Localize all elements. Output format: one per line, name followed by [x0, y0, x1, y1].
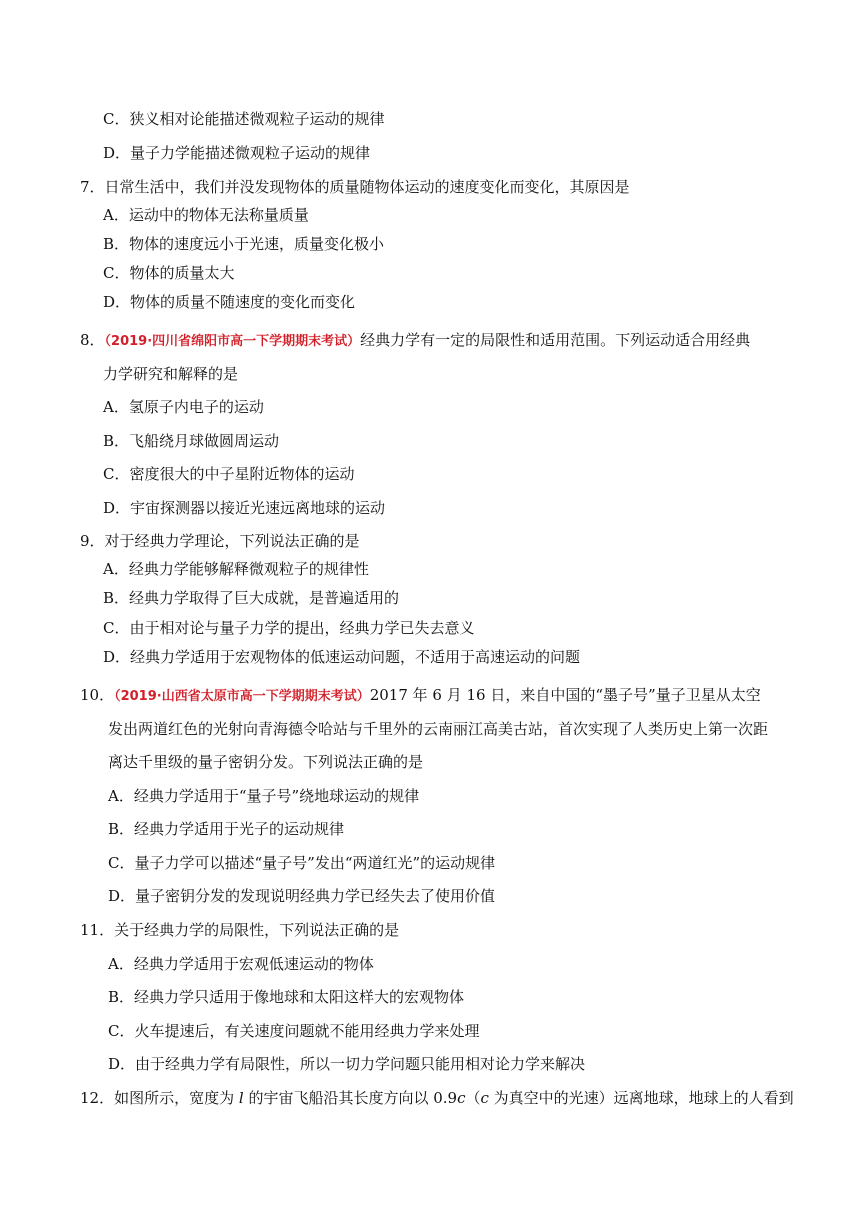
q8-option-c: C．密度很大的中子星附近物体的运动 — [103, 465, 355, 483]
q7-option-b: B．物体的速度远小于光速，质量变化极小 — [103, 235, 385, 253]
q7-stem: 7．日常生活中，我们并没发现物体的质量随物体运动的速度变化而变化，其原因是 — [80, 178, 630, 196]
q12-stem — [80, 1088, 794, 1108]
q12-text-4: 为真空中的光速）远离地球，地球上的人看到 — [488, 1089, 794, 1107]
q8-number: 8． — [80, 331, 105, 349]
q12-text-3: （ — [465, 1089, 481, 1107]
q12-text-2: 的宇宙飞船沿其长度方向以 0.9 — [243, 1089, 458, 1107]
q6-option-d: D．量子力学能描述微观粒子运动的规律 — [103, 144, 371, 162]
q8-stem-line-1 — [80, 330, 750, 352]
q10-option-d: D．量子密钥分发的发现说明经典力学已经失去了使用价值 — [108, 887, 496, 905]
q10-stem-line-1 — [80, 685, 761, 707]
q7-option-c: C．物体的质量太大 — [103, 264, 235, 282]
q10-number: 10． — [80, 686, 115, 704]
q8-stem-text: 经典力学有一定的局限性和适用范围。下列运动适合用经典 — [360, 331, 751, 349]
q8-source-tag: （2019·四川省绵阳市高一下学期期末考试） — [104, 334, 361, 349]
q7-option-d: D．物体的质量不随速度的变化而变化 — [103, 293, 356, 311]
q8-option-d: D．宇宙探测器以接近光速远离地球的运动 — [103, 499, 386, 517]
q7-option-a: A．运动中的物体无法称量质量 — [103, 206, 309, 224]
q11-option-c: C．火车提速后，有关速度问题就不能用经典力学来处理 — [108, 1022, 480, 1040]
q12-variable-c: c — [457, 1089, 466, 1107]
q10-stem-text: 2017 年 6 月 16 日，来自中国的“墨子号”量子卫星从太空 — [369, 686, 761, 704]
q11-stem: 11．关于经典力学的局限性，下列说法正确的是 — [80, 921, 400, 939]
q12-variable-c-2: c — [480, 1089, 489, 1107]
q9-option-d: D．经典力学适用于宏观物体的低速运动问题，不适用于高速运动的问题 — [103, 648, 581, 666]
q10-source-tag: （2019·山西省太原市高一下学期期末考试） — [114, 689, 370, 704]
q6-option-c: C．狭义相对论能描述微观粒子运动的规律 — [103, 110, 385, 128]
q12-variable-l: l — [238, 1089, 244, 1107]
q10-option-c: C．量子力学可以描述“量子号”发出“两道红光”的运动规律 — [108, 854, 496, 872]
q11-option-b: B．经典力学只适用于像地球和太阳这样大的宏观物体 — [108, 988, 465, 1006]
q11-option-d: D．由于经典力学有局限性，所以一切力学问题只能用相对论力学来解决 — [108, 1055, 586, 1073]
q9-option-c: C．由于相对论与量子力学的提出，经典力学已失去意义 — [103, 619, 475, 637]
q11-option-a: A．经典力学适用于宏观低速运动的物体 — [108, 955, 374, 973]
q12-text-1: 12．如图所示，宽度为 — [80, 1089, 239, 1107]
q8-option-b: B．飞船绕月球做圆周运动 — [103, 432, 280, 450]
q10-stem-line-2: 发出两道红色的光射向青海德令哈站与千里外的云南丽江高美古站，首次实现了人类历史上第一次距 — [108, 720, 769, 738]
q8-stem-line-2: 力学研究和解释的是 — [103, 365, 239, 383]
q9-option-a: A．经典力学能够解释微观粒子的规律性 — [103, 560, 369, 578]
q9-option-b: B．经典力学取得了巨大成就，是普遍适用的 — [103, 589, 400, 607]
q8-option-a: A．氢原子内电子的运动 — [103, 398, 264, 416]
q10-option-a: A．经典力学适用于“量子号”绕地球运动的规律 — [108, 787, 420, 805]
q10-option-b: B．经典力学适用于光子的运动规律 — [108, 820, 345, 838]
q10-stem-line-3: 离达千里级的量子密钥分发。下列说法正确的是 — [108, 753, 424, 771]
q9-stem: 9．对于经典力学理论，下列说法正确的是 — [80, 532, 360, 550]
